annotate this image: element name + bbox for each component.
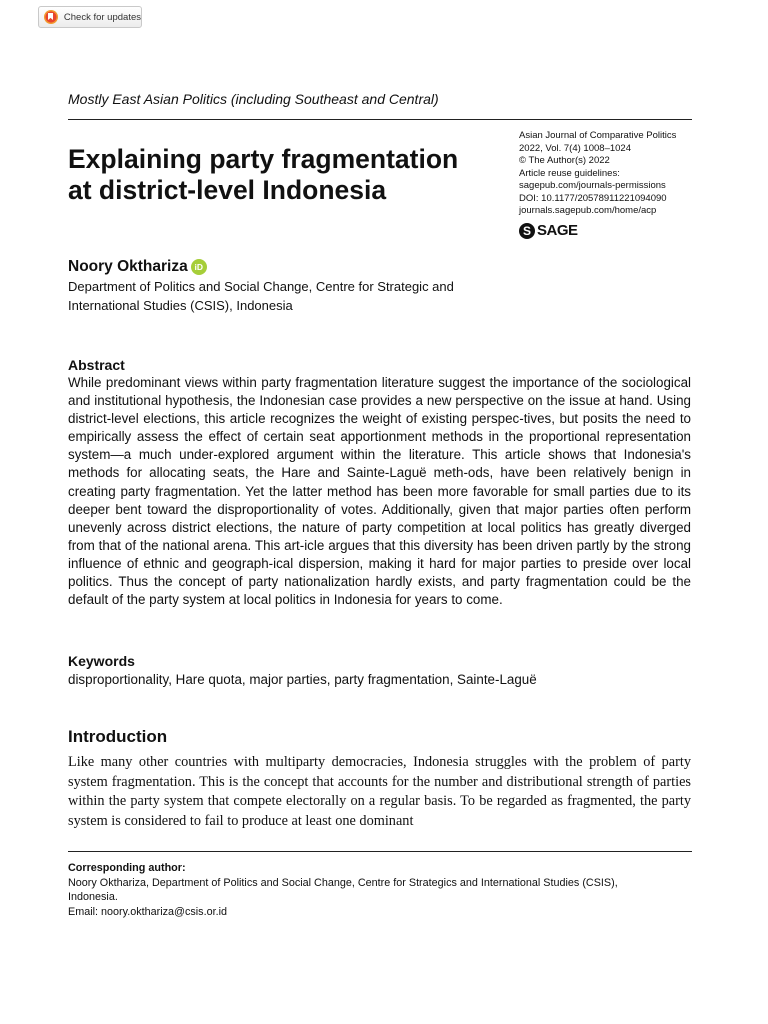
sage-logo [519, 222, 578, 239]
bookmark-check-icon [44, 10, 58, 24]
footnote-affiliation-line-1: Noory Okthariza, Department of Politics and Social Change, Centre for Strategics and International Studies (CSIS), [68, 876, 618, 889]
sage-logo-text: SAGE [537, 222, 578, 239]
journal-volume: 2022, Vol. 7(4) 1008–1024 [519, 142, 631, 154]
check-for-updates-label: Check for updates [63, 11, 141, 23]
copyright-notice: © The Author(s) 2022 [519, 155, 610, 166]
abstract-text: While predominant views within party fragmentation literature suggest the importance of the sociological and institutional hypothesis, the Indonesian case provides a new perspective on the issue at hand. Using district-level elections, this article recognizes the weight of existing perspec-tives, but posits the need to empirically assess the effect of certain seat apportionment methods in the proportional representation system—a much under-explored argument within the literature. This article shows that Indonesia's methods for allocating seats, the Hare and Sainte-Laguë meth-ods, have been relatively benign in creating party fragmentation. Yet the latter method has been more favorable for small parties due to its deeper bent toward the disproportionality of votes. Additionally, given that major parties often perform unevenly across district elections, the nature of party competition at local politics has greatly diverged from that of the national arena. This art-icle argues that this diversity has been driven partly by the strong influence of ethnic and geograph-ical dispersion, making it hard for major parties to preside over local politics. Thus the concept of party nationalization hardly exists, and party fragmentation could be the default of the party system at local politics in Indonesia for years to come. [68, 375, 691, 608]
header-divider [68, 119, 692, 120]
footnote-affiliation-line-2: Indonesia. [68, 891, 118, 904]
keywords-heading: Keywords [68, 653, 135, 669]
article-title [68, 144, 498, 206]
footnote-email[interactable]: Email: noory.okthariza@csis.or.id [68, 905, 227, 918]
journal-info [519, 130, 719, 218]
article-title-line-1: Explaining party fragmentation [68, 144, 459, 174]
reuse-guidelines-label: Article reuse guidelines: [519, 167, 620, 179]
keywords-text: disproportionality, Hare quota, major parties, party fragmentation, Sainte-Laguë [68, 672, 537, 687]
journal-section-label: Mostly East Asian Politics (including Southeast and Central) [68, 91, 439, 107]
author-affiliation: Department of Politics and Social Change, Centre for Strategic and International Studies (CSIS), Indonesia [68, 279, 454, 313]
journal-homepage-link[interactable]: journals.sagepub.com/home/acp [519, 205, 657, 216]
footnote-heading: Corresponding author: [68, 862, 186, 874]
sage-s-icon: S [519, 223, 535, 239]
reuse-guidelines-link[interactable]: sagepub.com/journals-permissions [519, 180, 666, 191]
introduction-heading: Introduction [68, 727, 168, 746]
journal-name: Asian Journal of Comparative Politics [519, 130, 677, 141]
author-line [68, 258, 207, 276]
orcid-icon[interactable]: iD [191, 259, 207, 275]
footnote-divider [68, 851, 692, 852]
abstract-heading: Abstract [68, 357, 125, 373]
doi-link[interactable]: DOI: 10.1177/20578911221094090 [519, 192, 667, 204]
article-title-line-2: at district-level Indonesia [68, 175, 387, 205]
introduction-text: Like many other countries with multiparty democracies, Indonesia struggles with the problem of party system fragmentation. This is the concept that accounts for the number and distributional strength of parties within the party system that compete electorally on a regular basis. To be regarded as fragmented, the party system is considered to fail to produce at least one dominant [68, 754, 691, 829]
corresponding-author-footnote [68, 861, 698, 919]
author-name: Noory Okthariza [68, 258, 188, 275]
check-for-updates-button[interactable] [38, 6, 142, 28]
